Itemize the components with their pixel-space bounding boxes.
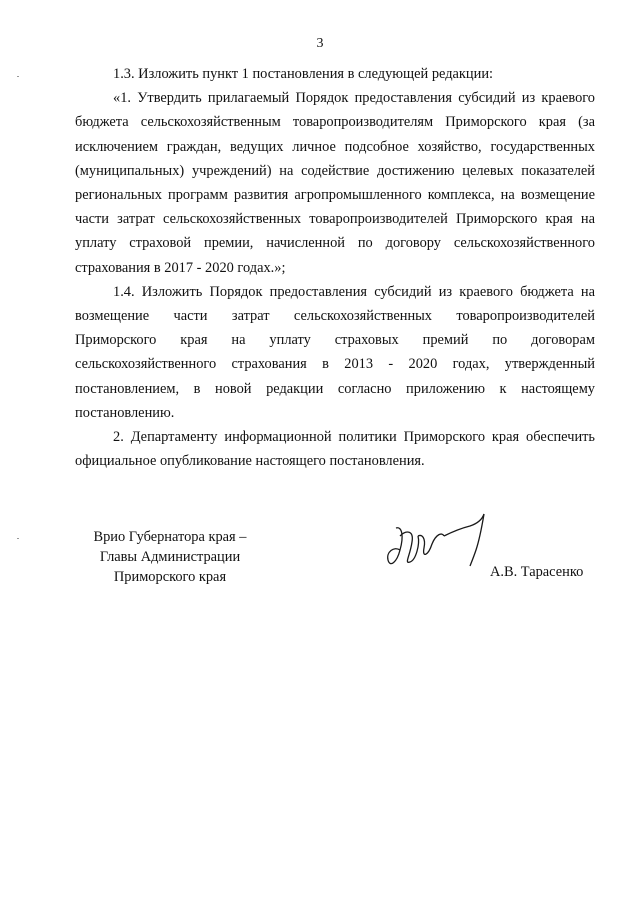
handwritten-signature <box>384 506 494 581</box>
paragraph-item-1-3: 1.3. Изложить пункт 1 постановления в следующей редакции: <box>113 66 494 82</box>
position-line: Врио Губернатора края – <box>93 529 247 545</box>
position-line: Приморского края <box>113 569 227 585</box>
margin-mark <box>17 76 19 77</box>
paragraph-quoted-item-1: «1. Утвердить прилагаемый Порядок предоставления субсидий из краевого бюджета сельскохозяйственным товаропроизводителям Приморского края (за исключением граждан, ведущих личное подсобное хозяйство, государственных (муниципальных) учреждений) на содействие достижению целевых показателей региональных программ развития агропромышленного комплекса, на возмещение части затрат сельскохозяйственных товаропроизводителей Приморского края на уплату страховой премии, начисленной по договору сельскохозяйственного страхования в 2017 - 2020 годах.»; <box>75 90 595 276</box>
position-line: Главы Администрации <box>99 549 241 565</box>
paragraph-item-1-4: 1.4. Изложить Порядок предоставления субсидий из краевого бюджета на возмещение части затрат сельскохозяйственных товаропроизводителей Приморского края на уплату страховых премий по договорам сельскохозяйственного страхования в 2013 - 2020 годах, утвержденный постановлением, в новой редакции согласно приложению к настоящему постановлению. <box>75 283 595 421</box>
signer-name: А.В. Тарасенко <box>490 564 584 580</box>
paragraph-item-2: 2. Департаменту информационной политики Приморского края обеспечить официальное опубликование настоящего постановления. <box>75 429 595 470</box>
document-body <box>75 62 595 473</box>
margin-mark <box>17 538 19 539</box>
page-number: 3 <box>316 36 324 51</box>
signatory-position <box>75 527 265 587</box>
